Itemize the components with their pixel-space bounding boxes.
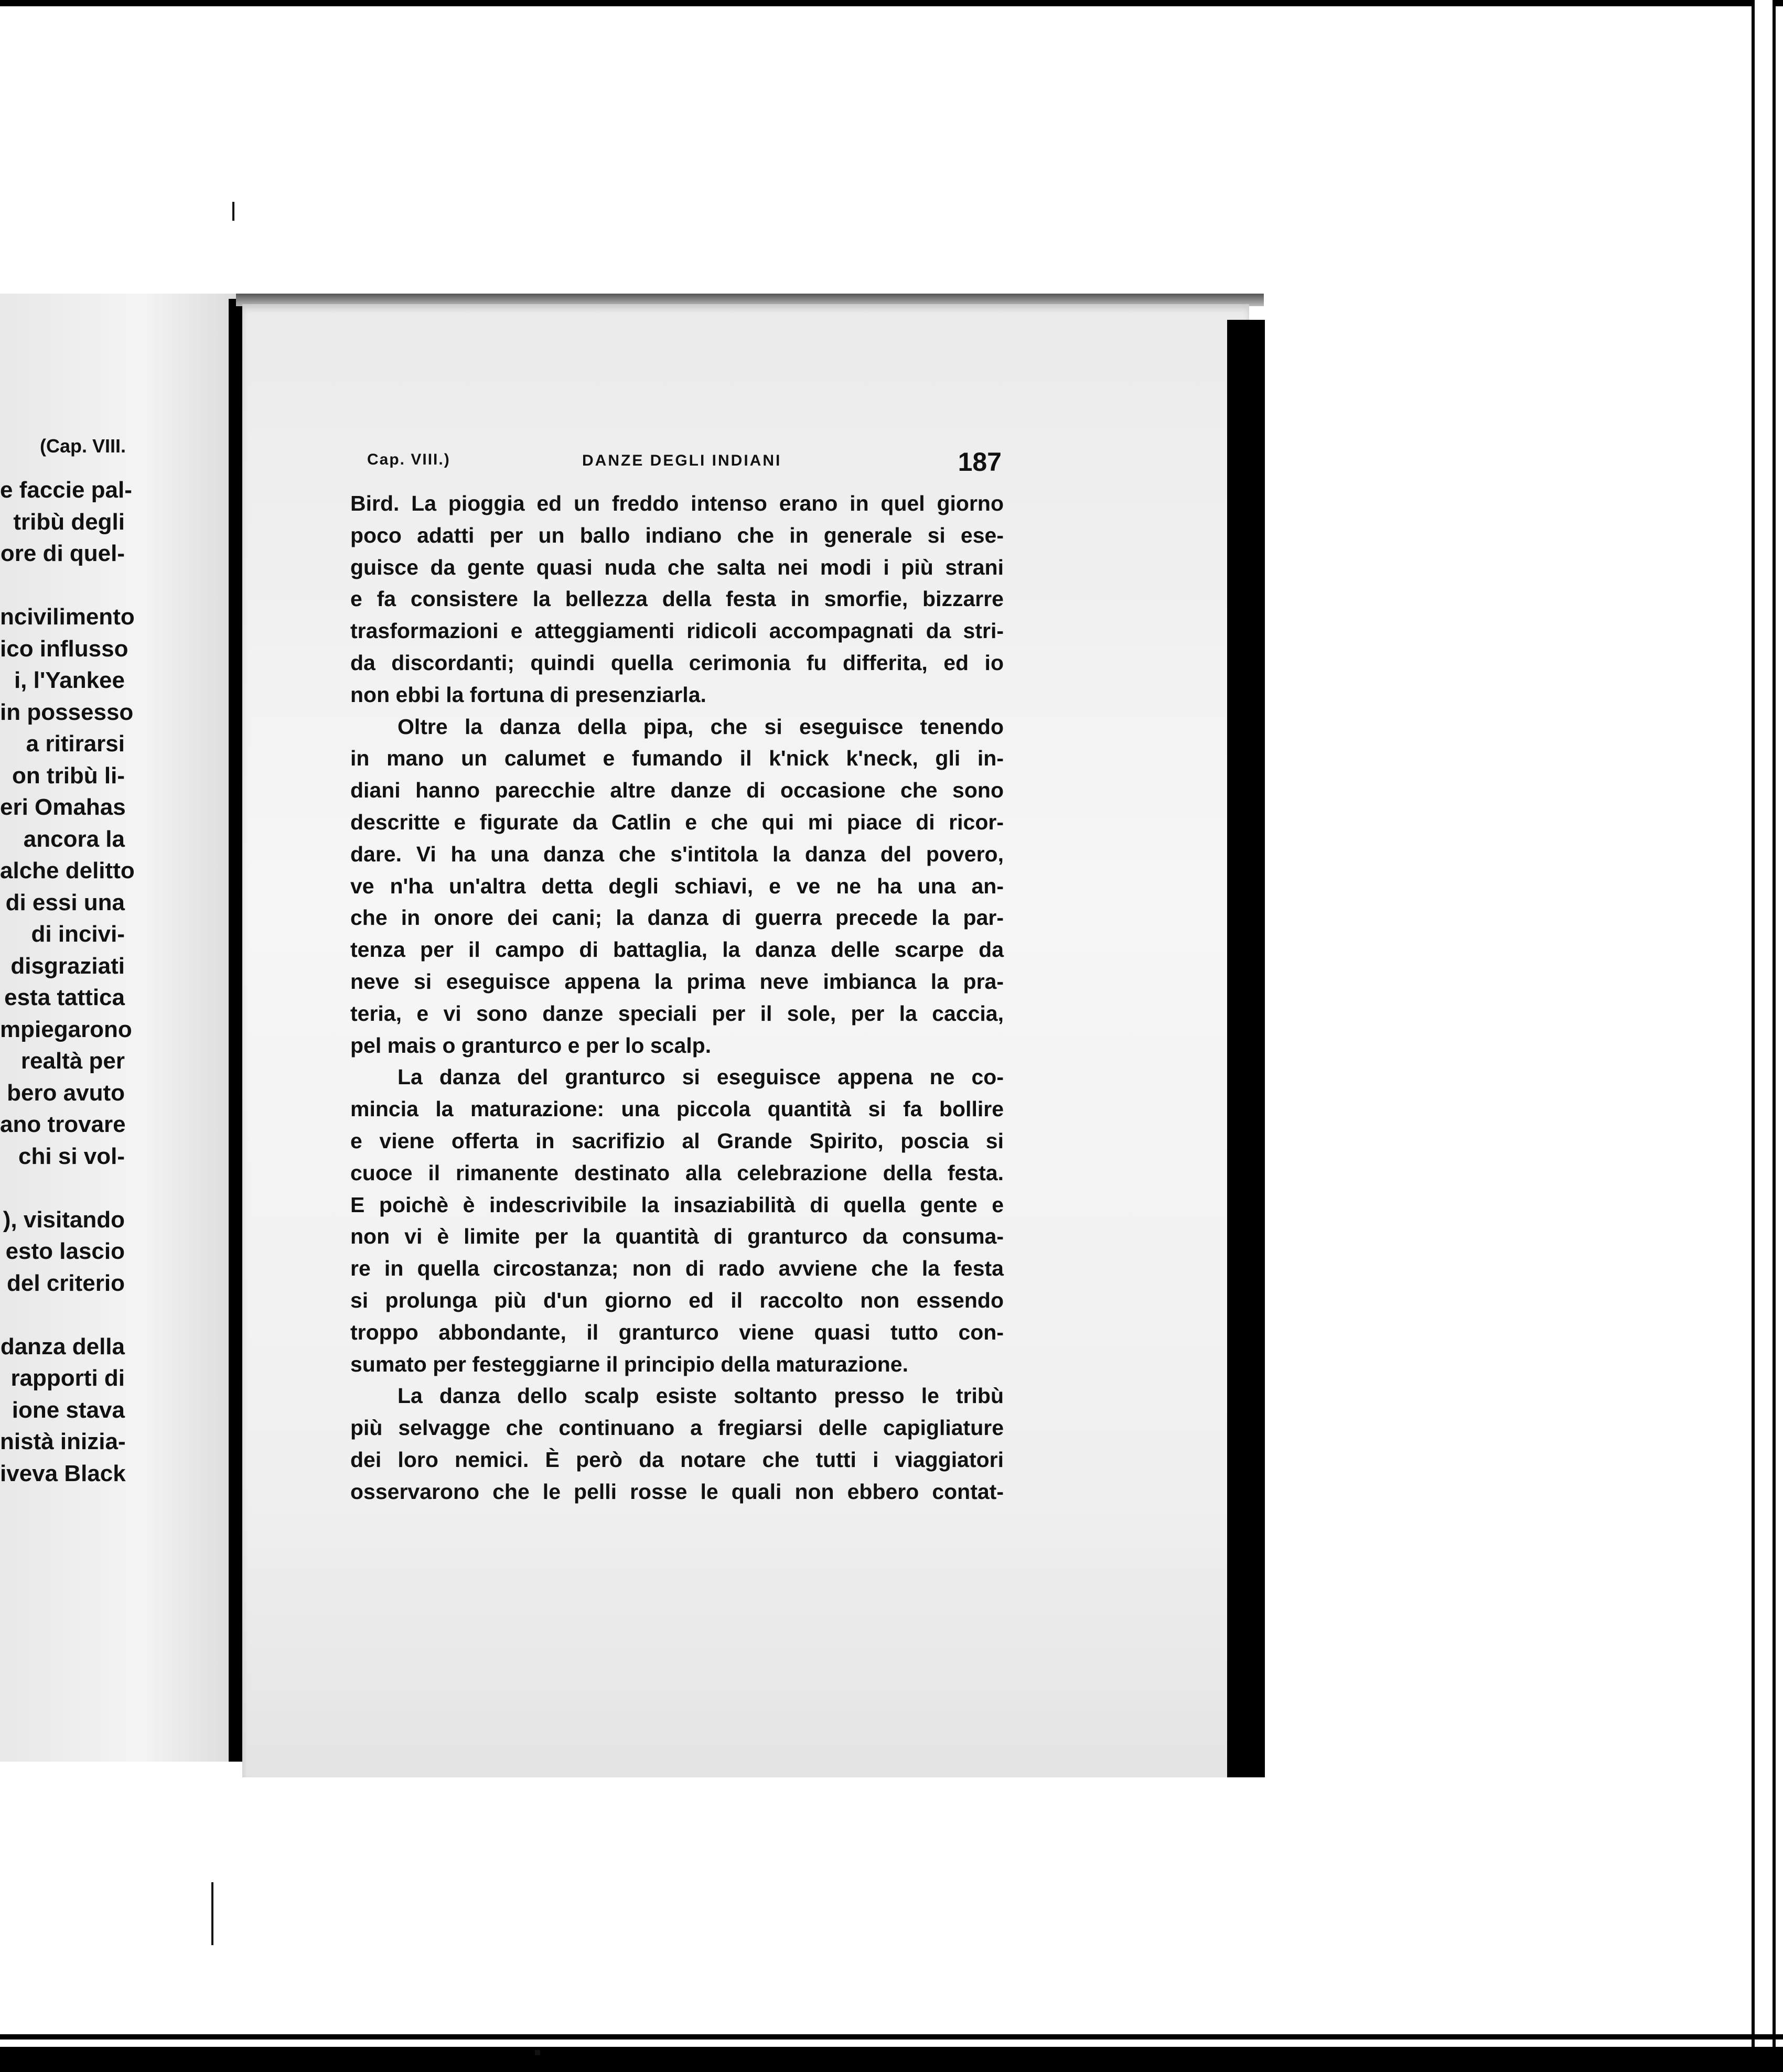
- left-page-line: eri Omahas: [0, 794, 126, 820]
- left-running-head: (Cap. VIII.: [39, 435, 126, 457]
- page-right-edge: [1227, 320, 1265, 1777]
- body-line: mincia la maturazione: una piccola quantità si fa bollire: [350, 1097, 1004, 1121]
- scan-frame-right: [1752, 0, 1776, 2072]
- body-line: E poichè è indescrivibile la insaziabilità di quella gente e: [350, 1192, 1004, 1217]
- body-line: tenza per il campo di battaglia, la danza delle scarpe da: [350, 937, 1004, 962]
- body-line: poco adatti per un ballo indiano che in generale si ese-: [350, 523, 1004, 547]
- left-page-line: di essi una: [5, 889, 125, 915]
- scan-frame-bottom: [0, 2047, 1783, 2072]
- left-page-line: del criterio: [7, 1270, 125, 1296]
- body-line: trasformazioni e atteggiamenti ridicoli accompagnati da stri-: [350, 619, 1004, 643]
- left-page-line: disgraziati: [10, 953, 125, 979]
- body-line: teria, e vi sono danze speciali per il sole, per la caccia,: [350, 1001, 1004, 1026]
- left-page-line: iveva Black: [0, 1460, 126, 1486]
- left-page-line: nistà inizia-: [0, 1429, 126, 1454]
- left-page-line: di incivi-: [31, 921, 125, 947]
- body-line: non ebbi la fortuna di presenziarla.: [350, 682, 706, 707]
- running-head-chapter: Cap. VIII.): [367, 451, 450, 468]
- body-line: guisce da gente quasi nuda che salta nei modi i più strani: [350, 555, 1004, 579]
- left-page-line: ico influsso: [0, 635, 128, 662]
- scan-speck: [232, 202, 234, 221]
- page-number: 187: [958, 447, 1002, 477]
- body-line: Bird. La pioggia ed un freddo intenso erano in quel giorno: [350, 491, 1004, 515]
- left-page-line: alche delitto: [0, 858, 135, 883]
- body-line: La danza dello scalp esiste soltanto presso le tribù: [398, 1384, 1004, 1408]
- body-line: descritte e figurate da Catlin e che qui mi piace di ricor-: [350, 810, 1004, 834]
- left-page-line: ore di quel-: [0, 541, 125, 566]
- left-page-line: realtà per: [20, 1048, 125, 1074]
- body-line: cuoce il rimanente destinato alla celebrazione della festa.: [350, 1160, 1004, 1185]
- body-line: non vi è limite per la quantità di granturco da consuma-: [350, 1224, 1004, 1249]
- left-page-line: ione stava: [12, 1397, 125, 1423]
- body-line: che in onore dei cani; la danza di guerra precede la par-: [350, 905, 1004, 930]
- left-page-line: danza della: [0, 1333, 125, 1359]
- page-body-text: [350, 488, 1004, 1508]
- left-page-line: [0, 1172, 125, 1204]
- scan-frame-top: [0, 0, 1783, 6]
- body-line: dei loro nemici. È però da notare che tutti i viaggiatori: [350, 1447, 1004, 1472]
- body-line: pel mais o granturco e per lo scalp.: [350, 1033, 712, 1057]
- left-page-line: i, l'Yankee: [14, 667, 125, 693]
- left-page-line: in possesso: [0, 699, 134, 725]
- body-line: si prolunga più d'un giorno ed il raccolto non essendo: [350, 1288, 1004, 1312]
- left-page-line: esta tattica: [4, 985, 125, 1010]
- left-page-line: ), visitando: [3, 1206, 125, 1233]
- body-line: e viene offerta in sacrifizio al Grande Spirito, poscia si: [350, 1128, 1004, 1153]
- body-line: dare. Vi ha una danza che s'intitola la danza del povero,: [350, 841, 1004, 866]
- body-line: troppo abbondante, il granturco viene quasi tutto con-: [350, 1320, 1004, 1344]
- body-line: ve n'ha un'altra detta degli schiavi, e ve ne ha una an-: [350, 873, 1004, 898]
- left-page-text: [0, 474, 135, 1490]
- left-page-line: chi si vol-: [18, 1143, 125, 1169]
- body-line: diani hanno parecchie altre danze di occasione che sono: [350, 778, 1004, 803]
- running-head-title: DANZE DEGLI INDIANI: [582, 452, 782, 469]
- scan-frame-bottom-line: [0, 2034, 1783, 2039]
- body-line: re in quella circostanza; non di rado avviene che la festa: [350, 1256, 1004, 1281]
- book-gutter: [229, 299, 242, 1762]
- left-page-line: ano trovare: [0, 1111, 126, 1137]
- body-line: La danza del granturco si eseguisce appena ne co-: [398, 1065, 1004, 1089]
- left-page-line: bero avuto: [7, 1080, 125, 1106]
- left-page-line: e faccie pal-: [0, 477, 132, 503]
- left-page-line: [0, 1299, 125, 1331]
- left-page-line: a ritirarsi: [26, 731, 125, 757]
- body-line: osservarono che le pelli rosse le quali non ebbero contat-: [350, 1479, 1004, 1504]
- left-page-line: ancora la: [23, 826, 125, 852]
- body-line: neve si eseguisce appena la prima neve imbianca la pra-: [350, 969, 1004, 994]
- body-line: da discordanti; quindi quella cerimonia fu differita, ed io: [350, 650, 1004, 675]
- scan-speck: [535, 2050, 540, 2055]
- body-line: in mano un calumet e fumando il k'nick k'neck, gli in-: [350, 746, 1004, 771]
- body-line: sumato per festeggiarne il principio della maturazione.: [350, 1352, 908, 1376]
- left-page-line: esto lascio: [5, 1238, 125, 1264]
- body-line: e fa consistere la bellezza della festa in smorfie, bizzarre: [350, 587, 1004, 611]
- left-page-line: [0, 570, 125, 602]
- left-page-line: ncivilimento: [0, 604, 135, 630]
- left-page-line: rapporti di: [10, 1365, 125, 1391]
- running-head: [367, 447, 1002, 478]
- scan-speck: [211, 1882, 213, 1945]
- body-line: più selvagge che continuano a fregiarsi delle capigliature: [350, 1416, 1004, 1440]
- left-page-line: tribù degli: [13, 509, 125, 535]
- left-page-line: mpiegarono: [0, 1016, 132, 1042]
- body-line: Oltre la danza della pipa, che si eseguisce tenendo: [398, 714, 1004, 739]
- left-page-line: on tribù li-: [12, 762, 125, 789]
